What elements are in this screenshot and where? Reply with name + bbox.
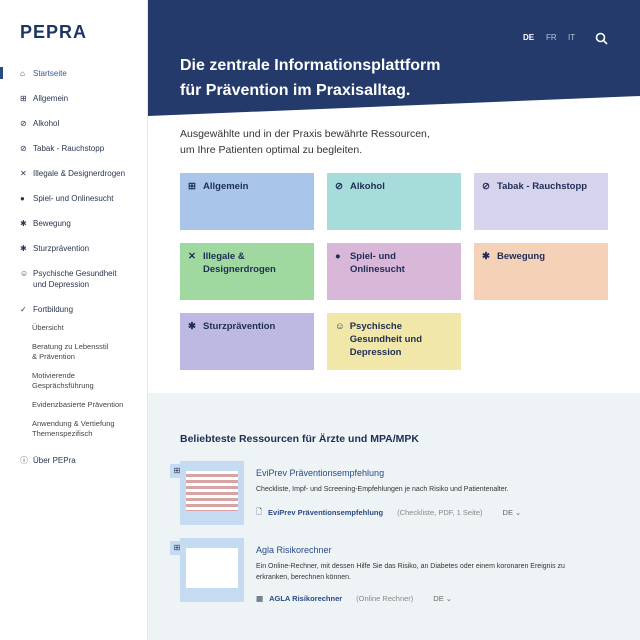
- resource-desc: Checkliste, Impf- und Screening-Empfehlungen je nach Risiko und Patientenalter.: [256, 486, 509, 493]
- tile-alkohol[interactable]: [327, 173, 461, 230]
- no-alcohol-icon: ⊘: [20, 119, 27, 128]
- tile-label: Tabak - Rauchstopp: [497, 181, 588, 192]
- label: Motivierende: [32, 371, 75, 380]
- running-icon: ✱: [482, 251, 490, 262]
- title-line1: Die zentrale Informationsplattform: [180, 57, 441, 74]
- label: Themenspezifisch: [32, 429, 93, 438]
- sidebar-item-about[interactable]: [0, 455, 148, 466]
- intro-line1: Ausgewählte und in der Praxis bewährte Ressourcen,: [180, 128, 430, 140]
- resource-meta: (Online Rechner): [356, 594, 414, 603]
- sidebar-item-spiel[interactable]: [0, 193, 148, 204]
- running-icon: ✱: [20, 219, 27, 228]
- no-smoking-icon: ⊘: [482, 181, 490, 192]
- sidebar-nav: [0, 68, 148, 466]
- games-icon: ●: [335, 251, 341, 262]
- no-smoking-icon: ⊘: [20, 144, 27, 153]
- title-line2: für Prävention im Praxisalltag.: [180, 82, 411, 99]
- tile-drogen[interactable]: [180, 243, 314, 300]
- tile-label: Spiel- und Onlinesucht: [349, 251, 405, 275]
- chevron-down-icon: ⌄: [515, 508, 522, 517]
- sidebar-item-allgemein[interactable]: [0, 93, 148, 104]
- label: Über PEPra: [33, 456, 76, 465]
- info-icon: ⓘ: [20, 456, 28, 465]
- home-icon: ⌂: [20, 69, 25, 78]
- label: Spiel- und Onlinesucht: [33, 194, 114, 203]
- tile-label: Allgemein: [203, 181, 249, 192]
- sidebar: [0, 0, 148, 640]
- calculator-icon: ▦: [256, 594, 264, 603]
- label: Startseite: [33, 69, 67, 78]
- no-drugs-icon: ✕: [20, 169, 27, 178]
- tile-allgemein[interactable]: [180, 173, 314, 230]
- label-line1: Psychische Gesundheit: [33, 269, 117, 278]
- games-icon: ●: [20, 194, 25, 203]
- logo[interactable]: PEPRA: [20, 22, 88, 42]
- sub-item-beratung[interactable]: [0, 342, 148, 362]
- sidebar-item-startseite[interactable]: [0, 68, 148, 79]
- label: Fortbildung: [33, 305, 74, 314]
- medkit-icon: ⊞: [170, 464, 184, 478]
- smiley-icon: ☺: [20, 269, 29, 278]
- sidebar-item-psychische[interactable]: [0, 268, 148, 290]
- sub-item-anwendung[interactable]: [0, 419, 148, 439]
- lang-it[interactable]: IT: [568, 33, 576, 42]
- sub-item-motivierende[interactable]: [0, 371, 148, 391]
- label: [33, 268, 117, 290]
- chevron-down-icon: ⌄: [445, 594, 453, 603]
- tile-label: Bewegung: [497, 251, 546, 262]
- label: Evidenzbasierte Prävention: [32, 400, 124, 409]
- lang-fr[interactable]: FR: [546, 33, 557, 42]
- tile-label: Alkohol: [350, 181, 385, 192]
- label: Allgemein: [33, 94, 69, 103]
- label: Alkohol: [33, 119, 60, 128]
- search-icon[interactable]: [595, 32, 608, 45]
- lang-de[interactable]: DE: [523, 33, 535, 42]
- lang-value: DE: [502, 508, 513, 517]
- resource-link-row: [256, 506, 521, 519]
- resource-thumbnail[interactable]: [173, 538, 244, 602]
- tile-label: Psychische Gesundheit und Depression: [349, 321, 423, 358]
- resource-thumbnail[interactable]: [173, 461, 244, 525]
- document-preview: [186, 548, 238, 588]
- label: Bewegung: [33, 219, 71, 228]
- label: & Prävention: [32, 352, 75, 361]
- label: Übersicht: [32, 323, 64, 332]
- hero-title: [180, 53, 510, 103]
- intro-text: [180, 126, 480, 158]
- language-select[interactable]: [433, 594, 452, 603]
- falling-icon: ✱: [20, 244, 27, 253]
- resource-link[interactable]: EviPrev Präventionsempfehlung: [268, 508, 384, 517]
- medkit-icon: ⊞: [170, 541, 184, 555]
- sidebar-item-bewegung[interactable]: [0, 218, 148, 229]
- sidebar-item-fortbildung[interactable]: [0, 304, 148, 315]
- sidebar-item-drogen[interactable]: [0, 168, 148, 179]
- tile-label: Illegale & Designerdrogen: [203, 251, 276, 275]
- no-drugs-icon: ✕: [188, 251, 196, 262]
- sub-item-uebersicht[interactable]: [0, 323, 148, 333]
- sub-item-evidenz[interactable]: [0, 400, 148, 410]
- resource-link[interactable]: AGLA Risikorechner: [269, 594, 343, 603]
- label: Tabak - Rauchstopp: [33, 144, 105, 153]
- popular-heading: Beliebteste Ressourcen für Ärzte und MPA/MPK: [180, 433, 420, 445]
- label: Anwendung & Vertiefung: [32, 419, 115, 428]
- check-circle-icon: ✓: [20, 305, 27, 314]
- sidebar-item-sturz[interactable]: [0, 243, 148, 254]
- tile-spiel[interactable]: [327, 243, 461, 300]
- falling-icon: ✱: [188, 321, 196, 332]
- label: Illegale & Designerdrogen: [33, 169, 126, 178]
- sidebar-item-alkohol[interactable]: [0, 118, 148, 129]
- tile-label: Sturzprävention: [203, 321, 276, 332]
- smiley-icon: ☺: [335, 321, 345, 332]
- label: Beratung zu Lebensstil: [32, 342, 109, 351]
- tile-bewegung[interactable]: [474, 243, 608, 300]
- tile-sturz[interactable]: [180, 313, 314, 370]
- lang-value: DE: [433, 594, 444, 603]
- label: Sturzprävention: [33, 244, 90, 253]
- language-select[interactable]: [503, 508, 522, 517]
- document-preview: [186, 471, 238, 511]
- sidebar-item-tabak[interactable]: [0, 143, 148, 154]
- resource-desc: Ein Online-Rechner, mit dessen Hilfe Sie das Risiko, an Diabetes oder einem koronaren Ereignis zu erkranken, berechnen können.: [256, 563, 565, 581]
- resource-title[interactable]: EviPrev Präventionsempfehlung: [256, 468, 385, 478]
- resource-meta: (Checkliste, PDF, 1 Seite): [397, 508, 483, 517]
- medkit-icon: ⊞: [20, 94, 27, 103]
- label: Gesprächsführung: [32, 381, 94, 390]
- tile-tabak[interactable]: [474, 173, 608, 230]
- label-line2: und Depression: [33, 280, 90, 289]
- medkit-icon: ⊞: [188, 181, 196, 192]
- resource-title[interactable]: Agla Risikorechner: [256, 545, 332, 555]
- resource-link-row: [256, 594, 452, 603]
- no-alcohol-icon: ⊘: [335, 181, 343, 192]
- intro-line2: um Ihre Patienten optimal zu begleiten.: [180, 144, 363, 156]
- file-icon: 🗋: [256, 507, 263, 516]
- tile-psychische[interactable]: [327, 313, 461, 370]
